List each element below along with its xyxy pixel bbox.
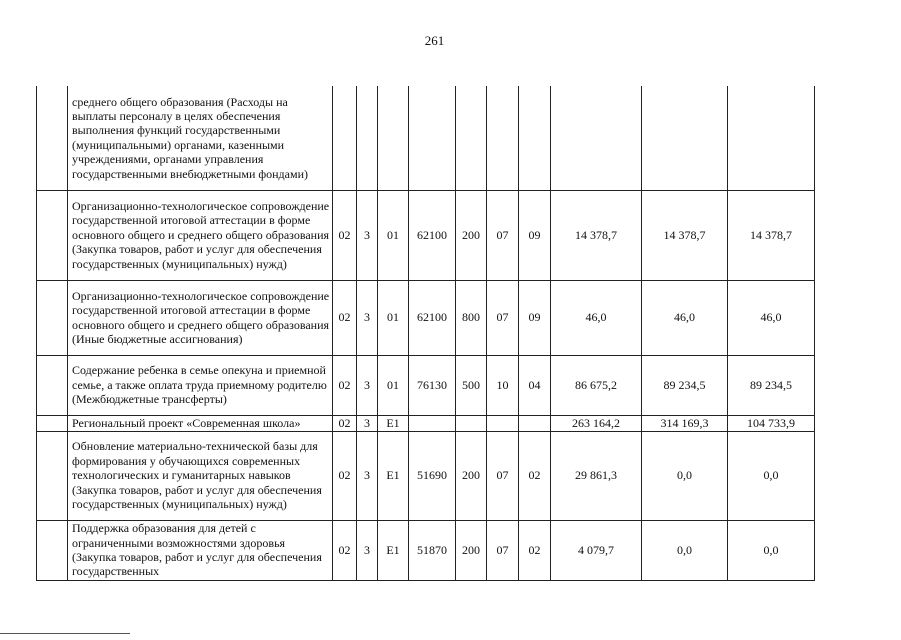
code-cell xyxy=(487,86,519,190)
amount-cell: 46,0 xyxy=(728,280,815,355)
code-cell xyxy=(519,415,551,431)
code-cell: 01 xyxy=(378,280,409,355)
code-cell: 02 xyxy=(333,415,357,431)
code-cell: 07 xyxy=(487,431,519,520)
description-cell: Обновление материально-технической базы для формирования у обучающихся современных технологических и гуманитарных навыков (Закупка товаров, работ и услуг для обеспечения государственных (муниципальных) нужд) xyxy=(68,431,333,520)
code-cell: 02 xyxy=(333,280,357,355)
code-cell: 3 xyxy=(357,190,378,280)
amount-cell: 86 675,2 xyxy=(551,355,642,415)
amount-cell: 0,0 xyxy=(728,520,815,580)
code-cell: 3 xyxy=(357,520,378,580)
code-cell: 62100 xyxy=(409,190,456,280)
amount-cell: 46,0 xyxy=(642,280,728,355)
table-row xyxy=(37,280,815,355)
code-cell: 800 xyxy=(456,280,487,355)
code-cell: 01 xyxy=(378,190,409,280)
amount-cell xyxy=(728,86,815,190)
code-cell xyxy=(456,86,487,190)
code-cell xyxy=(487,415,519,431)
row-number-cell xyxy=(37,190,68,280)
code-cell xyxy=(333,86,357,190)
code-cell: 01 xyxy=(378,355,409,415)
code-cell: 09 xyxy=(519,280,551,355)
code-cell: E1 xyxy=(378,415,409,431)
code-cell: 200 xyxy=(456,520,487,580)
description-cell: Поддержка образования для детей с ограниченными возможностями здоровья (Закупка товаров, работ и услуг для обеспечения государственных xyxy=(68,520,333,580)
code-cell: 200 xyxy=(456,190,487,280)
amount-cell: 14 378,7 xyxy=(642,190,728,280)
code-cell: 3 xyxy=(357,355,378,415)
code-cell: 3 xyxy=(357,431,378,520)
amount-cell: 104 733,9 xyxy=(728,415,815,431)
code-cell: 07 xyxy=(487,280,519,355)
code-cell: 200 xyxy=(456,431,487,520)
code-cell: E1 xyxy=(378,431,409,520)
amount-cell: 46,0 xyxy=(551,280,642,355)
code-cell: 02 xyxy=(519,431,551,520)
code-cell: 02 xyxy=(333,520,357,580)
code-cell: 07 xyxy=(487,520,519,580)
code-cell xyxy=(456,415,487,431)
description-cell: Региональный проект «Современная школа» xyxy=(68,415,333,431)
code-cell xyxy=(409,415,456,431)
code-cell xyxy=(409,86,456,190)
amount-cell: 263 164,2 xyxy=(551,415,642,431)
code-cell: 76130 xyxy=(409,355,456,415)
row-number-cell xyxy=(37,280,68,355)
code-cell: 02 xyxy=(519,520,551,580)
code-cell: 500 xyxy=(456,355,487,415)
table-row xyxy=(37,355,815,415)
table-row xyxy=(37,415,815,431)
row-number-cell xyxy=(37,355,68,415)
code-cell: 62100 xyxy=(409,280,456,355)
code-cell: 10 xyxy=(487,355,519,415)
code-cell: E1 xyxy=(378,520,409,580)
code-cell: 51690 xyxy=(409,431,456,520)
row-number-cell xyxy=(37,520,68,580)
amount-cell: 89 234,5 xyxy=(728,355,815,415)
code-cell: 09 xyxy=(519,190,551,280)
code-cell: 51870 xyxy=(409,520,456,580)
description-cell: Содержание ребенка в семье опекуна и приемной семье, а также оплата труда приемному родителю (Межбюджетные трансферты) xyxy=(68,355,333,415)
amount-cell xyxy=(642,86,728,190)
code-cell: 02 xyxy=(333,355,357,415)
description-cell: Организационно-технологическое сопровождение государственной итоговой аттестации в форме основного общего и среднего общего образования (Закупка товаров, работ и услуг для обеспечения государственных (муниципальных) нужд) xyxy=(68,190,333,280)
amount-cell: 29 861,3 xyxy=(551,431,642,520)
code-cell: 3 xyxy=(357,415,378,431)
budget-table xyxy=(36,86,815,581)
amount-cell xyxy=(551,86,642,190)
amount-cell: 0,0 xyxy=(728,431,815,520)
amount-cell: 89 234,5 xyxy=(642,355,728,415)
code-cell: 3 xyxy=(357,280,378,355)
amount-cell: 14 378,7 xyxy=(551,190,642,280)
description-cell: среднего общего образования (Расходы на выплаты персоналу в целях обеспечения выполнения функций государственными (муниципальными) органами, казенными учреждениями, органами управления государственными внебюджетными фондами) xyxy=(68,86,333,190)
code-cell: 02 xyxy=(333,190,357,280)
code-cell: 07 xyxy=(487,190,519,280)
table-row xyxy=(37,431,815,520)
amount-cell: 14 378,7 xyxy=(728,190,815,280)
code-cell: 02 xyxy=(333,431,357,520)
bottom-rule xyxy=(0,633,130,634)
code-cell xyxy=(378,86,409,190)
code-cell: 04 xyxy=(519,355,551,415)
row-number-cell xyxy=(37,415,68,431)
amount-cell: 4 079,7 xyxy=(551,520,642,580)
description-cell: Организационно-технологическое сопровождение государственной итоговой аттестации в форме основного общего и среднего общего образования (Иные бюджетные ассигнования) xyxy=(68,280,333,355)
code-cell xyxy=(357,86,378,190)
table-row xyxy=(37,86,815,190)
amount-cell: 0,0 xyxy=(642,520,728,580)
table-row xyxy=(37,520,815,580)
code-cell xyxy=(519,86,551,190)
amount-cell: 0,0 xyxy=(642,431,728,520)
page-number: 261 xyxy=(424,33,445,48)
row-number-cell xyxy=(37,86,68,190)
table-row xyxy=(37,190,815,280)
amount-cell: 314 169,3 xyxy=(642,415,728,431)
row-number-cell xyxy=(37,431,68,520)
